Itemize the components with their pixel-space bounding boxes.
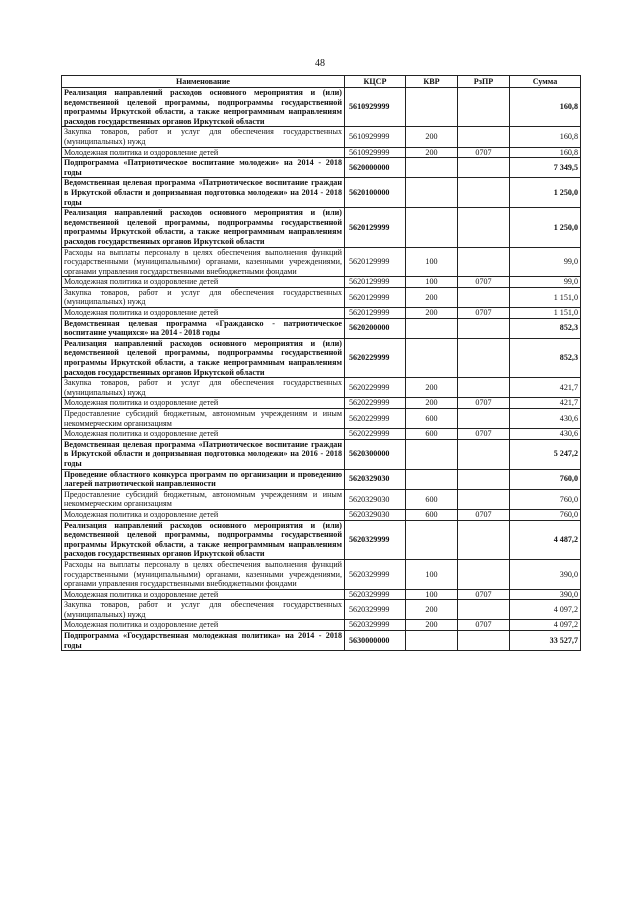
row-sum: 421,7 — [510, 398, 581, 409]
row-rzpr — [458, 378, 510, 398]
row-kcsr: 5620129999 — [345, 308, 406, 319]
table-row — [62, 378, 581, 398]
table-row — [62, 398, 581, 409]
row-kcsr: 5620129999 — [345, 208, 406, 247]
row-kcsr: 5620229999 — [345, 338, 406, 377]
row-sum: 390,0 — [510, 589, 581, 600]
row-sum: 4 487,2 — [510, 520, 581, 559]
table-body — [62, 88, 581, 651]
row-kvr: 200 — [406, 398, 458, 409]
row-kvr: 200 — [406, 127, 458, 147]
row-kvr: 600 — [406, 509, 458, 520]
table-row — [62, 489, 581, 509]
row-name: Подпрограмма «Государственная молодежная политика» на 2014 - 2018 годы — [62, 631, 345, 651]
row-sum: 760,0 — [510, 469, 581, 489]
row-kvr — [406, 469, 458, 489]
row-kcsr: 5620329999 — [345, 589, 406, 600]
header-kvr: КВР — [406, 76, 458, 88]
row-sum: 852,3 — [510, 318, 581, 338]
row-rzpr: 0707 — [458, 429, 510, 440]
row-kvr — [406, 158, 458, 178]
header-kcsr: КЦСР — [345, 76, 406, 88]
row-rzpr — [458, 208, 510, 247]
row-sum: 430,6 — [510, 409, 581, 429]
row-sum: 1 250,0 — [510, 178, 581, 208]
row-rzpr — [458, 520, 510, 559]
row-sum: 160,8 — [510, 147, 581, 158]
row-name: Ведомственная целевая программа «Патриотическое воспитание граждан в Иркутской области и допризывная подготовка молодежи» на 2016 - 2018 годы — [62, 439, 345, 469]
table-row — [62, 559, 581, 589]
table-row — [62, 178, 581, 208]
row-sum: 4 097,2 — [510, 600, 581, 620]
row-kvr: 200 — [406, 378, 458, 398]
row-sum: 760,0 — [510, 489, 581, 509]
row-name: Предоставление субсидий бюджетным, автономным учреждениям и иным некоммерческим организациям — [62, 409, 345, 429]
row-rzpr: 0707 — [458, 277, 510, 288]
row-name: Ведомственная целевая программа «Гражданско - патриотическое воспитание учащихся» на 2014 - 2018 годы — [62, 318, 345, 338]
table-row — [62, 631, 581, 651]
row-name: Проведение областного конкурса программ по организации и проведению лагерей патриотической направленности — [62, 469, 345, 489]
row-rzpr — [458, 247, 510, 277]
row-rzpr — [458, 489, 510, 509]
row-rzpr — [458, 287, 510, 307]
row-name: Реализация направлений расходов основного мероприятия и (или) ведомственной целевой программы, подпрограммы государственной программы Иркутской области, а также непрограммным направлениям расходов государственных органов Иркутской области — [62, 208, 345, 247]
table-row — [62, 429, 581, 440]
header-rzpr: РзПР — [458, 76, 510, 88]
row-kcsr: 5620229999 — [345, 409, 406, 429]
row-kvr: 100 — [406, 589, 458, 600]
row-kcsr: 5620229999 — [345, 429, 406, 440]
row-name: Закупка товаров, работ и услуг для обеспечения государственных (муниципальных) нужд — [62, 287, 345, 307]
row-kvr: 200 — [406, 600, 458, 620]
row-kvr: 200 — [406, 287, 458, 307]
row-kvr — [406, 439, 458, 469]
header-sum: Сумма — [510, 76, 581, 88]
row-kcsr: 5620129999 — [345, 287, 406, 307]
table-row — [62, 287, 581, 307]
table-row — [62, 620, 581, 631]
row-name: Ведомственная целевая программа «Патриотическое воспитание граждан в Иркутской области и допризывная подготовка молодежи» на 2014 - 2018 годы — [62, 178, 345, 208]
row-rzpr — [458, 338, 510, 377]
row-name: Реализация направлений расходов основного мероприятия и (или) ведомственной целевой программы, подпрограммы государственной программы Иркутской области, а также непрограммным направлениям расходов государственных органов Иркутской области — [62, 338, 345, 377]
table-row — [62, 318, 581, 338]
row-kvr — [406, 178, 458, 208]
row-rzpr: 0707 — [458, 620, 510, 631]
row-sum: 1 151,0 — [510, 287, 581, 307]
row-kcsr: 5620329999 — [345, 600, 406, 620]
table-row — [62, 308, 581, 319]
row-sum: 160,8 — [510, 127, 581, 147]
budget-table — [61, 75, 581, 651]
row-kvr — [406, 88, 458, 127]
row-kvr — [406, 318, 458, 338]
row-rzpr — [458, 409, 510, 429]
row-name: Молодежная политика и оздоровление детей — [62, 147, 345, 158]
table-row — [62, 147, 581, 158]
row-name: Молодежная политика и оздоровление детей — [62, 589, 345, 600]
row-kcsr: 5620329030 — [345, 489, 406, 509]
row-kvr — [406, 631, 458, 651]
row-kcsr: 5620229999 — [345, 398, 406, 409]
row-kvr: 200 — [406, 620, 458, 631]
table-row — [62, 247, 581, 277]
table-row — [62, 88, 581, 127]
row-kcsr: 5610929999 — [345, 127, 406, 147]
row-name: Реализация направлений расходов основного мероприятия и (или) ведомственной целевой программы, подпрограммы государственной программы Иркутской области, а также непрограммным направлениям расходов государственных органов Иркутской области — [62, 520, 345, 559]
header-name: Наименование — [62, 76, 345, 88]
table-row — [62, 208, 581, 247]
row-sum: 4 097,2 — [510, 620, 581, 631]
row-sum: 760,0 — [510, 509, 581, 520]
row-sum: 99,0 — [510, 277, 581, 288]
table-row — [62, 338, 581, 377]
row-sum: 852,3 — [510, 338, 581, 377]
row-name: Молодежная политика и оздоровление детей — [62, 398, 345, 409]
row-kcsr: 5620329999 — [345, 520, 406, 559]
row-kvr: 100 — [406, 247, 458, 277]
table-header-row — [62, 76, 581, 88]
row-kvr: 100 — [406, 277, 458, 288]
table-row — [62, 439, 581, 469]
row-kvr: 600 — [406, 429, 458, 440]
row-kcsr: 5620000000 — [345, 158, 406, 178]
table-row — [62, 277, 581, 288]
row-kcsr: 5620100000 — [345, 178, 406, 208]
row-sum: 160,8 — [510, 88, 581, 127]
row-kcsr: 5620129999 — [345, 247, 406, 277]
row-rzpr: 0707 — [458, 589, 510, 600]
row-rzpr — [458, 439, 510, 469]
row-kcsr: 5620129999 — [345, 277, 406, 288]
row-rzpr — [458, 559, 510, 589]
row-name: Расходы на выплаты персоналу в целях обеспечения выполнения функций государственными (муниципальными) органами, казенными учреждениями, органами управления государственными внебюджетными фондами — [62, 559, 345, 589]
page-number: 48 — [315, 58, 325, 69]
row-kvr: 100 — [406, 559, 458, 589]
row-kvr: 600 — [406, 409, 458, 429]
row-name: Молодежная политика и оздоровление детей — [62, 429, 345, 440]
row-kcsr: 5620329030 — [345, 469, 406, 489]
row-kcsr: 5610929999 — [345, 88, 406, 127]
table-row — [62, 600, 581, 620]
table-row — [62, 509, 581, 520]
row-kcsr: 5620329999 — [345, 620, 406, 631]
table-row — [62, 158, 581, 178]
row-rzpr: 0707 — [458, 147, 510, 158]
row-rzpr — [458, 469, 510, 489]
row-sum: 99,0 — [510, 247, 581, 277]
row-sum: 1 250,0 — [510, 208, 581, 247]
row-sum: 1 151,0 — [510, 308, 581, 319]
row-kvr — [406, 208, 458, 247]
row-kcsr: 5620300000 — [345, 439, 406, 469]
row-name: Реализация направлений расходов основного мероприятия и (или) ведомственной целевой программы, подпрограммы государственной программы Иркутской области, а также непрограммным направлениям расходов государственных органов Иркутской области — [62, 88, 345, 127]
row-kvr: 200 — [406, 147, 458, 158]
row-rzpr: 0707 — [458, 509, 510, 520]
table-row — [62, 469, 581, 489]
row-sum: 421,7 — [510, 378, 581, 398]
row-rzpr — [458, 158, 510, 178]
row-name: Закупка товаров, работ и услуг для обеспечения государственных (муниципальных) нужд — [62, 600, 345, 620]
table-row — [62, 520, 581, 559]
row-name: Молодежная политика и оздоровление детей — [62, 509, 345, 520]
row-name: Молодежная политика и оздоровление детей — [62, 620, 345, 631]
row-rzpr — [458, 631, 510, 651]
row-sum: 5 247,2 — [510, 439, 581, 469]
row-rzpr: 0707 — [458, 308, 510, 319]
table-row — [62, 127, 581, 147]
row-rzpr: 0707 — [458, 398, 510, 409]
row-kvr: 600 — [406, 489, 458, 509]
row-name: Молодежная политика и оздоровление детей — [62, 277, 345, 288]
row-sum: 390,0 — [510, 559, 581, 589]
row-name: Молодежная политика и оздоровление детей — [62, 308, 345, 319]
row-rzpr — [458, 178, 510, 208]
row-rzpr — [458, 88, 510, 127]
row-sum: 7 349,5 — [510, 158, 581, 178]
row-kcsr: 5610929999 — [345, 147, 406, 158]
row-name: Расходы на выплаты персоналу в целях обеспечения выполнения функций государственными (муниципальными) органами, казенными учреждениями, органами управления государственными внебюджетными фондами — [62, 247, 345, 277]
row-name: Предоставление субсидий бюджетным, автономным учреждениям и иным некоммерческим организациям — [62, 489, 345, 509]
row-kvr: 200 — [406, 308, 458, 319]
row-sum: 33 527,7 — [510, 631, 581, 651]
row-sum: 430,6 — [510, 429, 581, 440]
row-rzpr — [458, 318, 510, 338]
row-name: Закупка товаров, работ и услуг для обеспечения государственных (муниципальных) нужд — [62, 378, 345, 398]
row-kvr — [406, 520, 458, 559]
row-rzpr — [458, 127, 510, 147]
table-row — [62, 589, 581, 600]
row-name: Подпрограмма «Патриотическое воспитание молодежи» на 2014 - 2018 годы — [62, 158, 345, 178]
table-row — [62, 409, 581, 429]
row-kcsr: 5620329030 — [345, 509, 406, 520]
row-rzpr — [458, 600, 510, 620]
row-kcsr: 5630000000 — [345, 631, 406, 651]
row-kvr — [406, 338, 458, 377]
row-kcsr: 5620200000 — [345, 318, 406, 338]
row-kcsr: 5620329999 — [345, 559, 406, 589]
row-kcsr: 5620229999 — [345, 378, 406, 398]
row-name: Закупка товаров, работ и услуг для обеспечения государственных (муниципальных) нужд — [62, 127, 345, 147]
